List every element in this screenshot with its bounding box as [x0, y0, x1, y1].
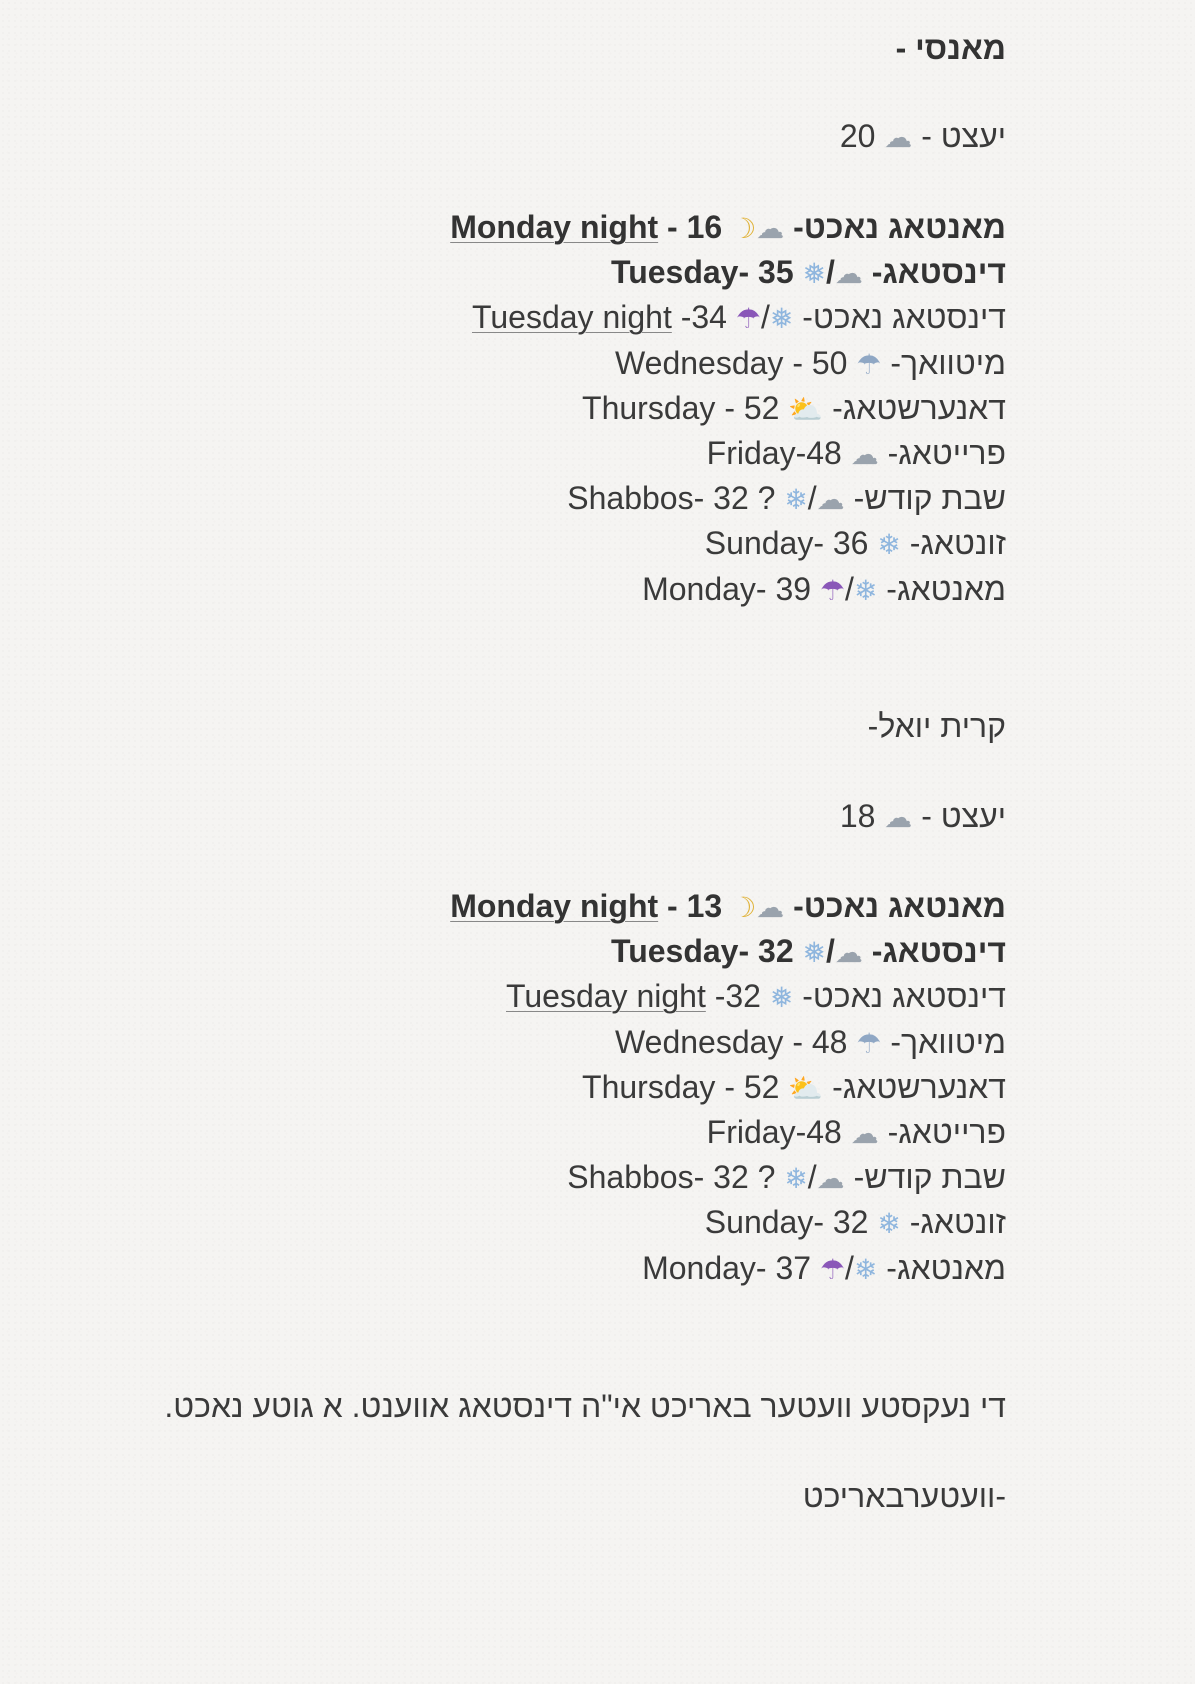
forecast-row [615, 1018, 1006, 1066]
separator-slash: / [807, 1159, 817, 1196]
separator-slash: / [825, 933, 835, 970]
day-label-english [705, 1204, 869, 1240]
forecast-text: Monday- 37 [642, 1249, 812, 1286]
day-label-hebrew: פרייטאג- [887, 1114, 1006, 1150]
forecast-text: Friday-48 [706, 1114, 842, 1150]
forecast-temp: -34 [671, 299, 727, 336]
day-label-hebrew: מאנטאג נאכט- [793, 209, 1006, 245]
separator-slash: / [845, 1249, 854, 1286]
cloud-icon: ☁ [834, 257, 863, 291]
day-label-hebrew: זונטאג- [909, 525, 1006, 562]
forecast-text: Sunday- 36 [704, 525, 869, 562]
day-label-english [615, 345, 847, 381]
forecast-temp: - 13 [658, 888, 723, 924]
sun-rain-cloud-icon: ☂ [856, 347, 882, 381]
cloud-icon: ☁ [884, 121, 913, 154]
sun-rain-cloud-icon: ☂ [856, 1026, 882, 1060]
day-label-english [582, 390, 779, 426]
cloud-icon: ☁ [850, 438, 879, 471]
snow-cloud-icon: ❅ [802, 257, 826, 291]
crescent-moon-icon: ☽ [731, 891, 757, 924]
day-label-hebrew: שבת קודש- [853, 1159, 1006, 1196]
detected-date-link[interactable]: Monday night [450, 888, 659, 924]
forecast-row [472, 293, 1006, 341]
footer-note: די נעקסטע וועטער באריכט אי"ה דינסטאג אווענט. א גוטע נאכט. [164, 1388, 1006, 1424]
day-label-hebrew: מיטוואך- [890, 1023, 1006, 1060]
day-label-hebrew: דאנערשטאג- [832, 389, 1006, 426]
cloud-icon: ☁ [756, 212, 785, 245]
forecast-row [450, 882, 1006, 930]
forecast-row [567, 474, 1006, 522]
day-label-english [611, 933, 794, 969]
day-label-hebrew: זונטאג- [909, 1204, 1006, 1241]
forecast-text: Monday- 39 [642, 570, 812, 607]
forecast-text: Sunday- 32 [704, 1204, 869, 1241]
cloud-icon: ☁ [816, 1162, 845, 1196]
separator-slash: / [845, 570, 854, 607]
day-label-english [506, 978, 761, 1014]
snowflake-icon: ❄ [853, 1252, 878, 1286]
day-label-english [615, 1024, 847, 1060]
forecast-row [450, 203, 1006, 251]
forecast-row [506, 972, 1006, 1020]
cloud-icon: ☁ [816, 483, 845, 517]
cloud-icon: ☁ [834, 936, 863, 970]
sun-behind-cloud-icon: ⛅ [788, 392, 824, 426]
snowflake-icon: ❄ [877, 528, 901, 562]
day-label-hebrew: דינסטאג נאכט- [802, 978, 1006, 1015]
day-label-hebrew: דינסטאג- [871, 254, 1006, 291]
day-label-hebrew: דינסטאג נאכט- [802, 299, 1006, 336]
forecast-text: Tuesday- 35 [611, 254, 794, 291]
day-label-hebrew: מאנטאג- [886, 570, 1006, 607]
forecast-text: Wednesday - 50 [615, 344, 848, 381]
day-label-hebrew: פרייטאג- [887, 435, 1006, 471]
forecast-row [705, 519, 1006, 567]
forecast-row [707, 429, 1006, 477]
day-label-english [707, 435, 842, 471]
forecast-text: Shabbos- 32 ? [567, 1159, 776, 1196]
forecast-row [707, 1108, 1006, 1156]
day-label-english [472, 299, 727, 335]
forecast-row [611, 927, 1006, 975]
current-weather-monsey: יעצט - ☁ 20 [839, 118, 1006, 154]
day-label-english [450, 888, 722, 924]
forecast-temp: -32 [705, 978, 761, 1015]
day-label-english [611, 254, 794, 290]
forecast-row [642, 1244, 1006, 1292]
day-label-english [642, 571, 811, 607]
sun-behind-cloud-icon: ⛅ [788, 1071, 824, 1105]
forecast-row [642, 565, 1006, 613]
section-heading-kiryas-joel: קרית יואל- [867, 708, 1006, 744]
forecast-temp: - 16 [658, 209, 723, 245]
snowflake-icon: ❄ [784, 483, 808, 517]
day-label-english [567, 480, 775, 516]
separator-slash: / [760, 299, 770, 336]
signature: -וועטערבאריכט [802, 1478, 1006, 1514]
forecast-text: Friday-48 [706, 435, 842, 471]
day-label-hebrew: מיטוואך- [890, 344, 1006, 381]
forecast-text: Thursday - 52 [582, 389, 780, 426]
forecast-row [615, 339, 1006, 387]
section-heading-monsey: מאנסי - [895, 30, 1006, 66]
forecast-row [582, 384, 1006, 432]
day-label-hebrew: מאנטאג נאכט- [793, 888, 1006, 924]
snowflake-icon: ❄ [877, 1207, 901, 1241]
day-label-hebrew: דאנערשטאג- [832, 1068, 1006, 1105]
forecast-text: Thursday - 52 [582, 1068, 780, 1105]
day-label-english [567, 1159, 775, 1195]
detected-date-link[interactable]: Tuesday night [506, 978, 706, 1015]
day-label-english [450, 209, 722, 245]
day-label-english [705, 525, 869, 561]
snow-cloud-icon: ❅ [769, 981, 794, 1015]
forecast-row [705, 1198, 1006, 1246]
separator-slash: / [807, 480, 817, 517]
day-label-hebrew: שבת קודש- [853, 480, 1006, 517]
detected-date-link[interactable]: Tuesday night [472, 299, 672, 336]
forecast-text: Wednesday - 48 [615, 1023, 848, 1060]
day-label-hebrew: מאנטאג- [886, 1249, 1006, 1286]
day-label-english [582, 1069, 779, 1105]
snowflake-icon: ❄ [853, 573, 878, 607]
cloud-icon: ☁ [756, 891, 785, 924]
current-weather-kiryas-joel: יעצט - ☁ 18 [839, 798, 1006, 834]
day-label-english [707, 1114, 842, 1150]
umbrella-rain-icon: ☂ [819, 573, 846, 607]
forecast-row [567, 1153, 1006, 1201]
forecast-row [611, 248, 1006, 296]
day-label-english [642, 1250, 811, 1286]
crescent-moon-icon: ☽ [731, 212, 757, 245]
snow-cloud-icon: ❅ [769, 302, 794, 336]
day-label-hebrew: דינסטאג- [871, 933, 1006, 970]
umbrella-rain-icon: ☂ [735, 302, 761, 336]
snow-cloud-icon: ❅ [802, 936, 826, 970]
forecast-row [582, 1063, 1006, 1111]
snowflake-icon: ❄ [784, 1162, 808, 1196]
detected-date-link[interactable]: Monday night [450, 209, 659, 245]
umbrella-rain-icon: ☂ [819, 1252, 846, 1286]
cloud-icon: ☁ [884, 801, 913, 834]
forecast-text: Shabbos- 32 ? [567, 480, 776, 517]
separator-slash: / [825, 254, 835, 291]
cloud-icon: ☁ [850, 1117, 879, 1150]
forecast-text: Tuesday- 32 [611, 933, 794, 970]
